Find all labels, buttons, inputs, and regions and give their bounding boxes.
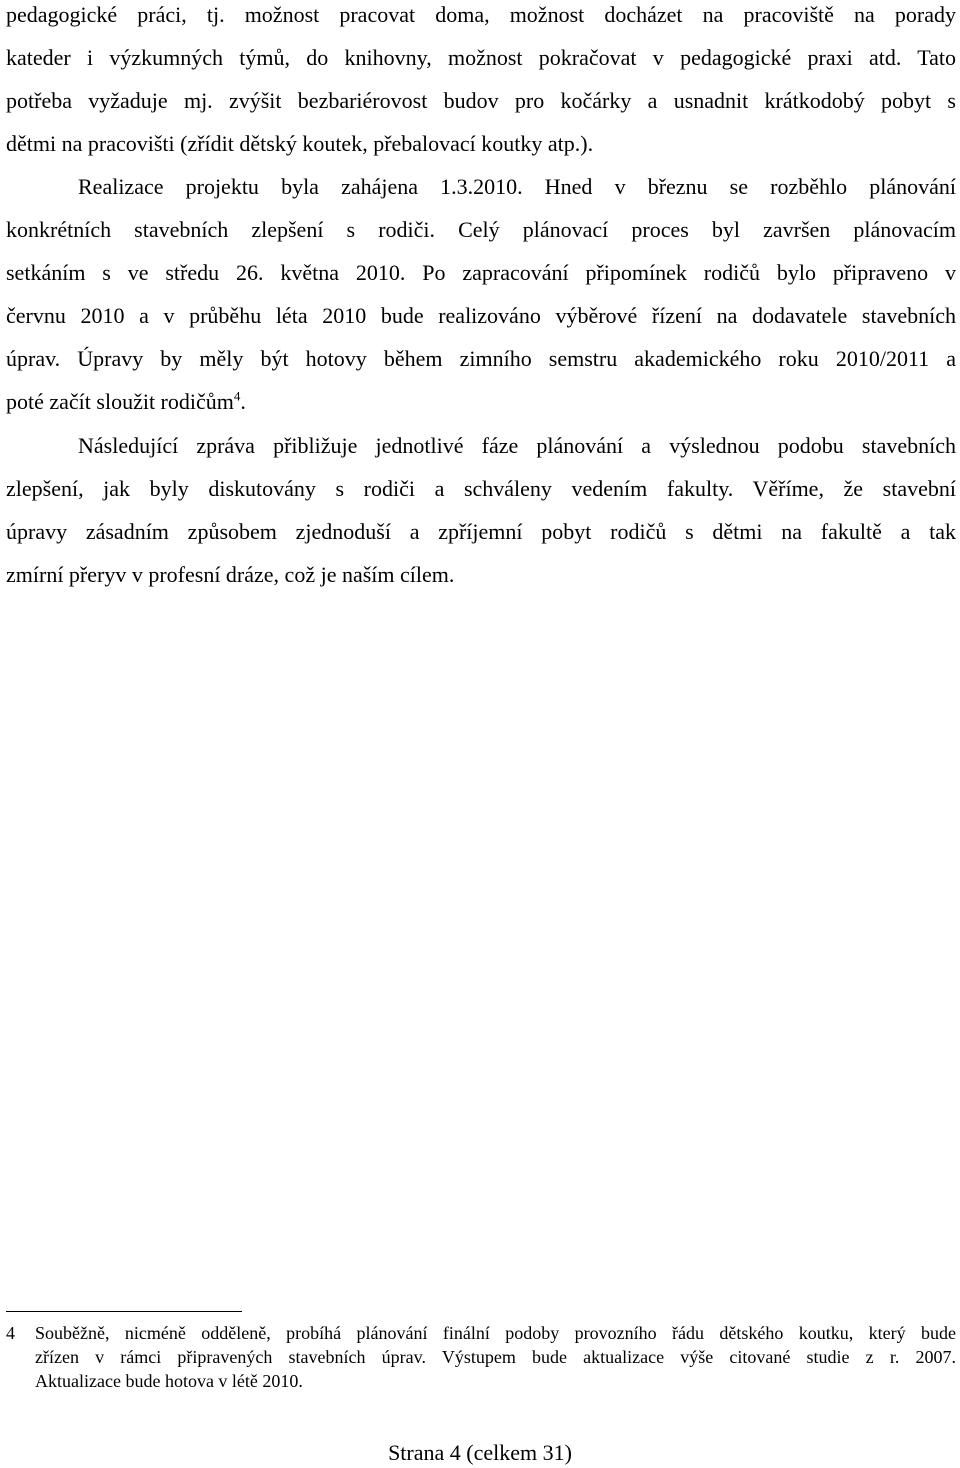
paragraph-line: zmírní přeryv v profesní dráze, což je naším cílem. bbox=[6, 562, 455, 587]
footnote-text: Aktualizace bude hotova v létě 2010. bbox=[35, 1371, 303, 1391]
paragraph-line: zlepšení, jak byly diskutovány s rodiči a schváleny vedením fakulty. Věříme, že stavební bbox=[6, 476, 956, 501]
footnote-separator bbox=[6, 1311, 242, 1312]
paragraph-line: poté začít sloužit rodičům bbox=[6, 389, 234, 414]
sentence-end: . bbox=[240, 389, 246, 414]
footnote-number: 4 bbox=[6, 1323, 15, 1343]
paragraph-line: Realizace projektu byla zahájena 1.3.2010. Hned v březnu se rozběhlo plánování bbox=[78, 174, 956, 199]
paragraph-line: Následující zpráva přibližuje jednotlivé fáze plánování a výslednou podobu stavebních bbox=[78, 433, 956, 458]
paragraph-line: potřeba vyžaduje mj. zvýšit bezbariérovost budov pro kočárky a usnadnit krátkodobý pobyt s bbox=[6, 88, 956, 113]
paragraph-line: kateder i výzkumných týmů, do knihovny, možnost pokračovat v pedagogické praxi atd. Tato bbox=[6, 45, 956, 70]
footnote-text: Souběžně, nicméně odděleně, probíhá plánování finální podoby provozního řádu dětského koutku, který bude bbox=[35, 1323, 956, 1343]
paragraph-line: červnu 2010 a v průběhu léta 2010 bude realizováno výběrové řízení na dodavatele stavebních bbox=[6, 303, 956, 328]
footnote-text: zřízen v rámci připravených stavebních úprav. Výstupem bude aktualizace výše citované studie z r. 2007. bbox=[35, 1347, 956, 1367]
paragraph-line: konkrétních stavebních zlepšení s rodiči. Celý plánovací proces byl završen plánovacím bbox=[6, 217, 956, 242]
footnote-reference[interactable]: 4 bbox=[233, 388, 241, 404]
paragraph-line: úprav. Úpravy by měly být hotovy během zimního semstru akademického roku 2010/2011 a bbox=[6, 346, 956, 371]
page-number-footer: Strana 4 (celkem 31) bbox=[388, 1440, 572, 1465]
paragraph-line: úpravy zásadním způsobem zjednoduší a zpříjemní pobyt rodičů s dětmi na fakultě a tak bbox=[6, 519, 956, 544]
paragraph-line: dětmi na pracovišti (zřídit dětský koutek, přebalovací koutky atp.). bbox=[6, 131, 594, 156]
paragraph-line: pedagogické práci, tj. možnost pracovat doma, možnost docházet na pracoviště na porady bbox=[6, 2, 956, 27]
paragraph-line-with-footnote bbox=[6, 387, 956, 417]
paragraph-line: setkáním s ve středu 26. května 2010. Po zapracování připomínek rodičů bylo připraveno v bbox=[6, 260, 956, 285]
